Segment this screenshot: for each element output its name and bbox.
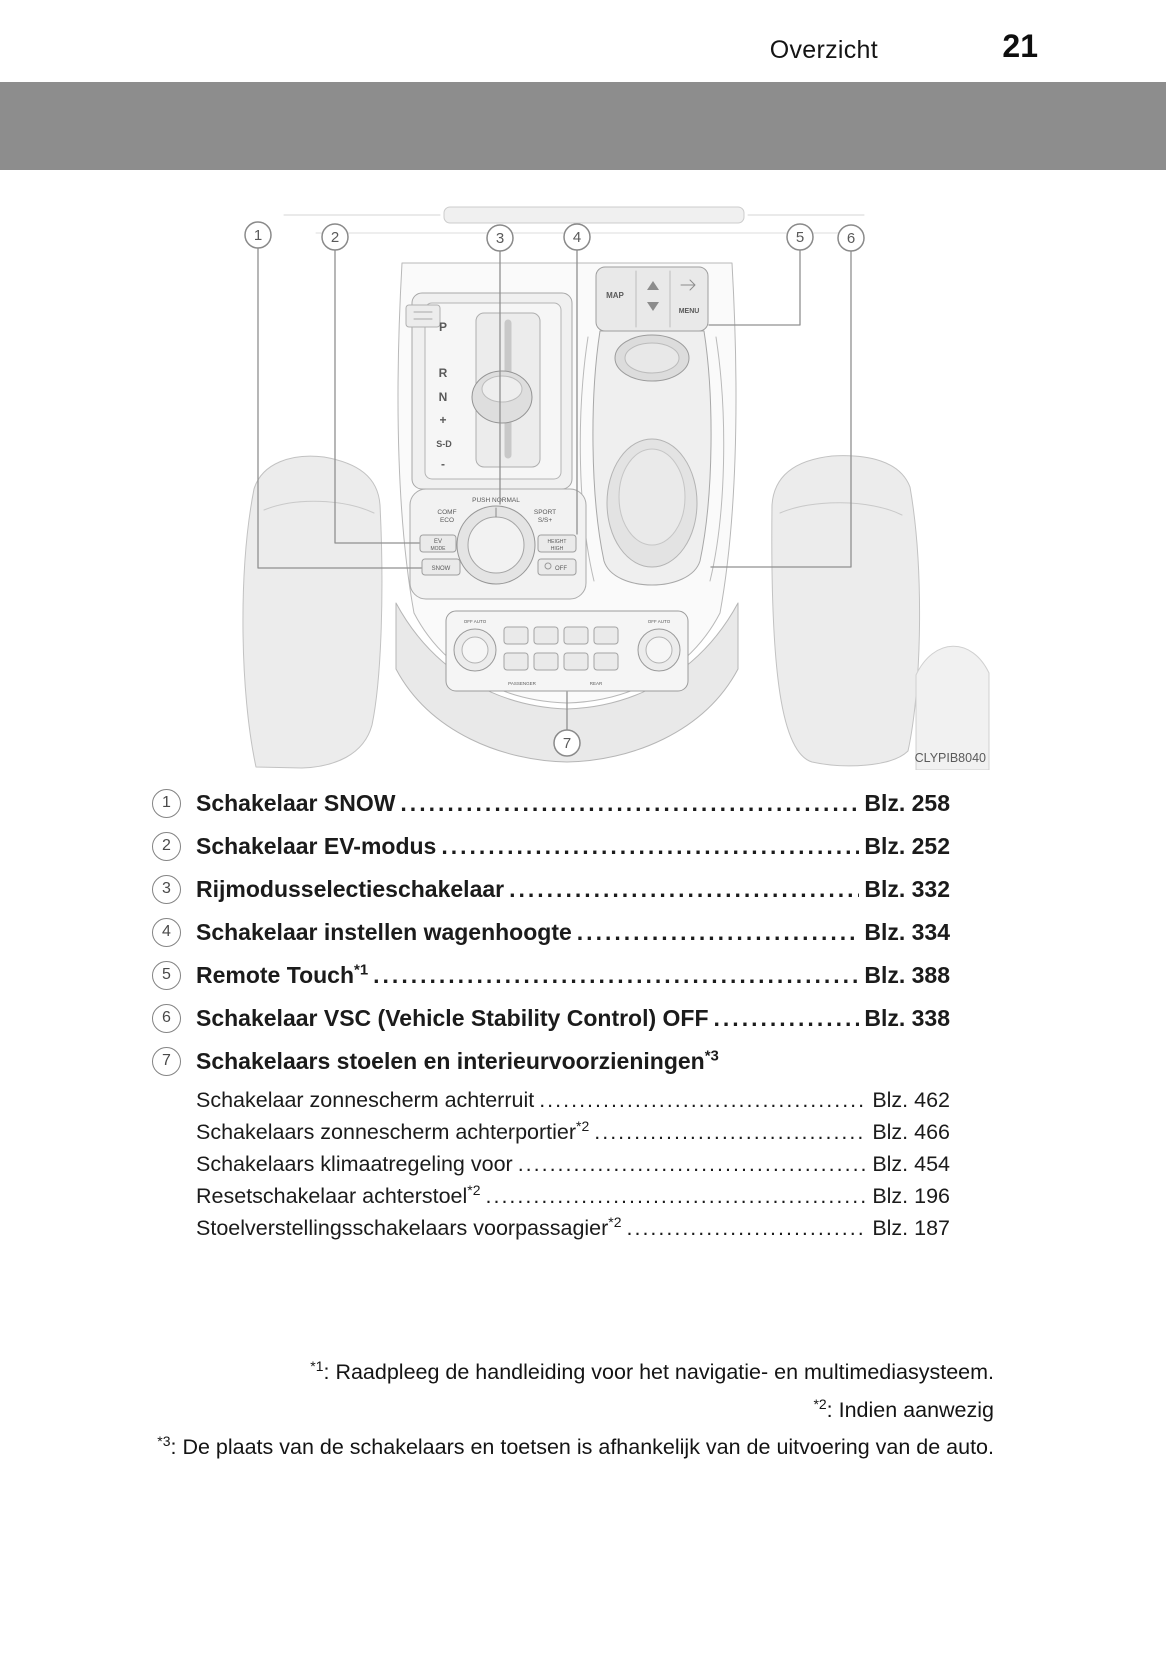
gear-label-minus: -: [441, 457, 445, 471]
map-button-label: MAP: [606, 291, 624, 300]
footnote-1: $^{*1}$: Raadpleeg de handleiding voor het navigatie- en multimediasysteem.: [310, 1357, 994, 1384]
callout-2: [322, 224, 348, 250]
item-page-ref: Blz. 388: [864, 962, 950, 988]
dot-leader: [509, 872, 859, 906]
svg-text:4: 4: [572, 229, 582, 246]
subitem-label: Resetschakelaar achterstoel$^{*2}$: [196, 1181, 481, 1208]
item-page-ref: Blz. 334: [864, 919, 950, 945]
item-number-badge: 6: [152, 1004, 181, 1033]
svg-text:2: 2: [330, 229, 340, 246]
subitem-page-ref: Blz. 462: [872, 1088, 950, 1112]
dot-leader: [594, 1119, 867, 1146]
subitem-page-ref: Blz. 187: [872, 1216, 950, 1240]
item-label: Schakelaars stoelen en interieurvoorzieningen$^{*3}$: [196, 1047, 719, 1074]
legend-list: [152, 786, 950, 1247]
high-label: HIGH: [550, 546, 564, 552]
legend-subitem-5: [196, 1215, 950, 1242]
dot-leader: [627, 1215, 868, 1242]
item-number-badge: 4: [152, 918, 181, 947]
legend-item-2: [152, 829, 950, 863]
gear-label-n: N: [438, 390, 448, 404]
gear-label-p: P: [438, 320, 448, 334]
item-label: Remote Touch$^{*1}$: [196, 961, 369, 988]
legend-subitem-4: [196, 1183, 950, 1210]
left-knob-label: OFF AUTO: [463, 619, 487, 624]
climate-control-panel: [446, 611, 688, 691]
legend-subitem-1: [196, 1087, 950, 1114]
dot-leader: [441, 829, 859, 863]
menu-button-label: MENU: [678, 308, 700, 315]
legend-subitem-2: [196, 1119, 950, 1146]
item-label: Rijmodusselectieschakelaar: [196, 876, 505, 902]
svg-text:1: 1: [253, 227, 263, 244]
subitem-label: Stoelverstellingsschakelaars voorpassagier$^{*2}$: [196, 1213, 622, 1240]
legend-subitem-3: [196, 1151, 950, 1178]
passenger-label: PASSENGER: [508, 681, 536, 686]
gear-label-sd: S-D: [436, 439, 452, 449]
item-page-ref: Blz. 332: [864, 876, 950, 902]
callout-6: [838, 225, 864, 251]
svg-text:3: 3: [495, 230, 505, 247]
footnotes: [118, 1354, 994, 1467]
dot-leader: [486, 1183, 868, 1210]
figure-code: CLYPIB8040: [914, 751, 986, 765]
sport-ss-label: S/S+: [537, 517, 553, 524]
dot-leader: [577, 915, 860, 949]
item-label: Schakelaar instellen wagenhoogte: [196, 919, 572, 945]
item-page-ref: Blz. 258: [864, 790, 950, 816]
legend-item-7-sublist: [196, 1087, 950, 1242]
sport-label: SPORT: [533, 509, 557, 516]
item-number-badge: 5: [152, 961, 181, 990]
item-label: Schakelaar SNOW: [196, 790, 396, 816]
legend-item-1: [152, 786, 950, 820]
item-page-ref: Blz. 338: [864, 1005, 950, 1031]
right-seat: [772, 456, 920, 766]
callout-7: [554, 730, 580, 756]
console-figure: [144, 205, 990, 770]
eco-label: ECO: [439, 517, 455, 524]
subitem-label: Schakelaars klimaatregeling voor: [196, 1152, 513, 1176]
dot-leader: [400, 786, 859, 820]
callout-3: [487, 225, 513, 251]
vsc-off-label: OFF: [555, 566, 567, 572]
ev-label: EV: [433, 539, 443, 545]
console-illustration: [144, 205, 990, 770]
page-header-title: Overzicht: [769, 36, 878, 64]
item-number-badge: 7: [152, 1047, 181, 1076]
subitem-page-ref: Blz. 454: [872, 1152, 950, 1176]
gear-label-r: R: [438, 366, 448, 380]
callout-1: [245, 222, 271, 248]
dot-leader: [539, 1087, 867, 1114]
rear-label: REAR: [589, 681, 603, 686]
remote-touch-unit: [580, 267, 723, 585]
item-label: Schakelaar VSC (Vehicle Stability Control) OFF: [196, 1005, 709, 1031]
footnote-2: $^{*2}$: Indien aanwezig: [813, 1395, 994, 1422]
legend-item-6: [152, 1001, 950, 1035]
item-number-badge: 1: [152, 789, 181, 818]
right-knob-label: OFF AUTO: [647, 619, 671, 624]
subitem-label: Schakelaar zonnescherm achterruit: [196, 1088, 535, 1112]
subitem-page-ref: Blz. 466: [872, 1120, 950, 1144]
item-label: Schakelaar EV-modus: [196, 833, 437, 859]
left-seat: [243, 456, 382, 768]
dot-leader: [714, 1001, 860, 1035]
page-number: 21: [1002, 28, 1038, 64]
legend-item-7: [152, 1044, 950, 1078]
svg-text:5: 5: [795, 229, 805, 246]
comf-label: COMF: [437, 509, 457, 516]
svg-text:6: 6: [846, 230, 856, 247]
callout-4: [564, 224, 590, 250]
item-page-ref: Blz. 252: [864, 833, 950, 859]
callout-5: [787, 224, 813, 250]
item-number-badge: 3: [152, 875, 181, 904]
push-normal-label: PUSH NORMAL: [472, 497, 520, 504]
gear-label-plus: +: [439, 413, 447, 427]
subitem-page-ref: Blz. 196: [872, 1184, 950, 1208]
dot-leader: [518, 1151, 868, 1178]
subitem-label: Schakelaars zonnescherm achterportier$^{*2}$: [196, 1117, 590, 1144]
gear-shift-panel: [406, 293, 572, 489]
item-number-badge: 2: [152, 832, 181, 861]
snow-label: SNOW: [431, 566, 451, 572]
section-banner: [0, 82, 1166, 170]
dot-leader: [373, 958, 859, 992]
svg-text:7: 7: [562, 735, 572, 752]
legend-item-3: [152, 872, 950, 906]
ev-mode-label: MODE: [430, 546, 446, 552]
legend-item-5: [152, 958, 950, 992]
legend-item-4: [152, 915, 950, 949]
height-label: HEIGHT: [547, 539, 567, 545]
footnote-3: $^{*3}$: De plaats van de schakelaars en toetsen is afhankelijk van de uitvoering van de auto.: [157, 1432, 994, 1459]
drive-mode-selector: [410, 489, 586, 599]
